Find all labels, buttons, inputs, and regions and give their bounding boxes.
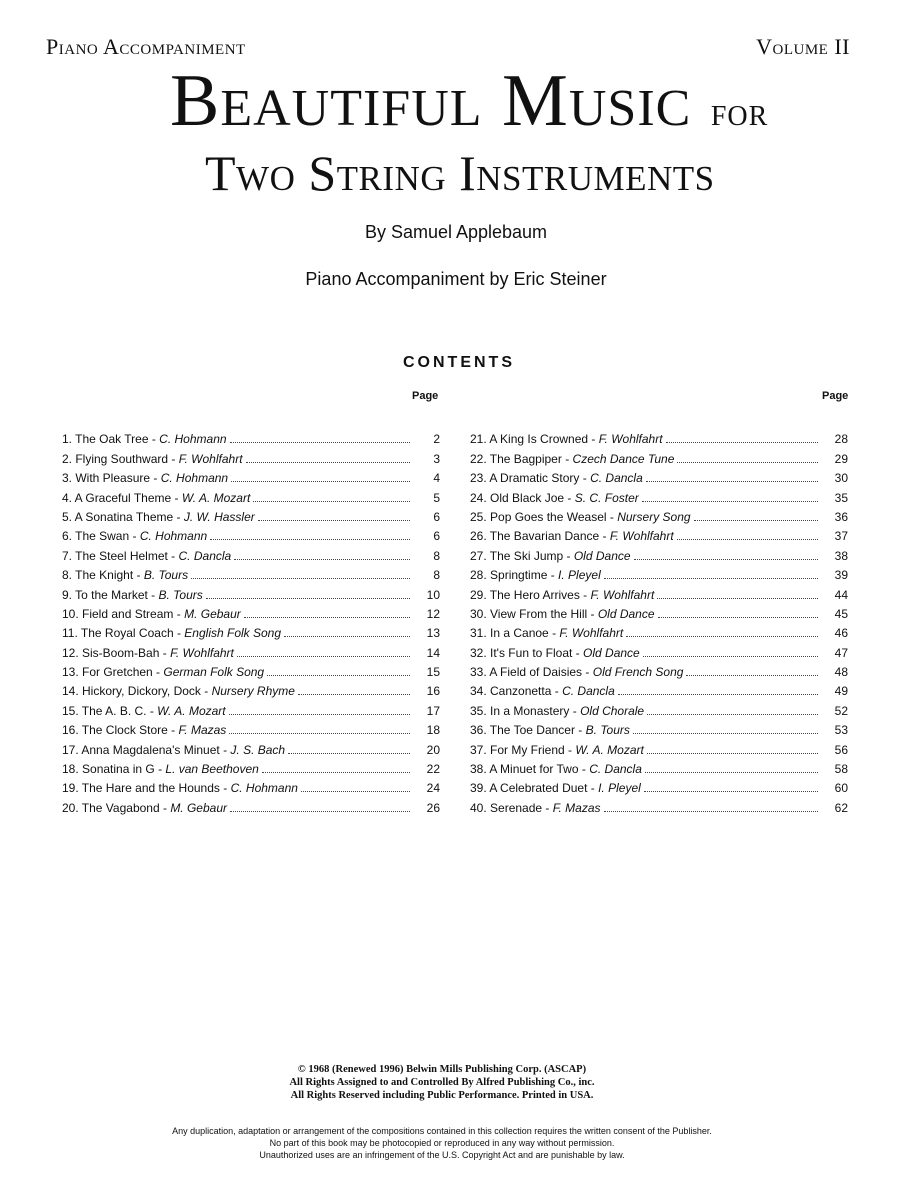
- toc-leader-dots: [262, 771, 410, 773]
- toc-page-number: 3: [433, 451, 440, 466]
- arranger-credit: Piano Accompaniment by Eric Steiner: [305, 269, 607, 289]
- toc-composer: - B. Tours: [148, 588, 203, 602]
- toc-page-number: 58: [834, 762, 848, 777]
- toc-leader-dots: [657, 597, 818, 599]
- title-line-2: Two String Instruments: [205, 145, 715, 201]
- toc-composer: - C. Hohmann: [220, 781, 298, 795]
- toc-entry: [62, 427, 440, 446]
- toc-entry: [62, 485, 440, 504]
- toc-right-column: [470, 427, 848, 815]
- page-column-label-right: Page: [822, 390, 849, 402]
- toc-entry: [470, 698, 848, 717]
- toc-composer: - F. Mazas: [542, 801, 600, 815]
- toc-leader-dots: [284, 635, 410, 637]
- toc-entry: [470, 737, 848, 756]
- toc-leader-dots: [253, 500, 410, 502]
- toc-leader-dots: [298, 693, 410, 695]
- toc-page-number: 30: [834, 471, 848, 486]
- toc-leader-dots: [677, 461, 818, 463]
- toc-entry: [470, 563, 848, 582]
- header-piano-accompaniment: Piano Accompaniment: [46, 34, 246, 59]
- toc-entry: [470, 660, 848, 679]
- toc-title: 37. For My Friend: [470, 742, 565, 757]
- toc-title: 34. Canzonetta: [470, 684, 552, 699]
- toc-entry: [470, 757, 848, 776]
- toc-leader-dots: [647, 752, 818, 754]
- toc-entry: [62, 524, 440, 543]
- toc-page-number: 62: [834, 800, 848, 815]
- toc-composer: - C. Hohmann: [149, 432, 227, 446]
- toc-leader-dots: [234, 558, 410, 560]
- toc-page-number: 6: [433, 529, 440, 544]
- toc-title: 26. The Bavarian Dance: [470, 529, 600, 544]
- legal-line: Any duplication, adaptation or arrangement of the compositions contained in this collection requires the written consent of the Publisher.: [172, 1126, 712, 1136]
- copyright-line: All Rights Reserved including Public Performance. Printed in USA.: [290, 1090, 594, 1101]
- toc-leader-dots: [677, 538, 818, 540]
- toc-composer: - Nursery Song: [607, 510, 691, 524]
- toc-entry: [62, 698, 440, 717]
- toc-composer: - W. A. Mozart: [147, 704, 226, 718]
- toc-entry: [470, 427, 848, 446]
- toc-title: 24. Old Black Joe: [470, 490, 565, 505]
- toc-page-number: 53: [834, 723, 848, 738]
- toc-entry: [470, 505, 848, 524]
- toc-page-number: 56: [834, 742, 848, 757]
- toc-title: 31. In a Canoe: [470, 626, 549, 641]
- toc-composer: - F. Wohlfahrt: [159, 646, 233, 660]
- toc-leader-dots: [604, 810, 818, 812]
- toc-page-number: 39: [834, 568, 848, 583]
- toc-title: 15. The A. B. C.: [62, 703, 147, 718]
- toc-title: 19. The Hare and the Hounds: [62, 781, 220, 796]
- toc-composer: - W. A. Mozart: [171, 491, 250, 505]
- toc-page-number: 12: [426, 606, 440, 621]
- copyright-notice: [0, 1063, 884, 1102]
- toc-title: 39. A Celebrated Duet: [470, 781, 588, 796]
- toc-page-number: 45: [834, 606, 848, 621]
- toc-composer: - F. Wohlfahrt: [580, 588, 654, 602]
- toc-title: 20. The Vagabond: [62, 800, 160, 815]
- legal-line: No part of this book may be photocopied or reproduced in any way without permission.: [269, 1138, 615, 1148]
- toc-composer: - I. Pleyel: [547, 568, 600, 582]
- toc-leader-dots: [658, 616, 818, 618]
- toc-title: 27. The Ski Jump: [470, 548, 564, 563]
- toc-title: 18. Sonatina in G: [62, 762, 155, 777]
- toc-page-number: 22: [426, 762, 440, 777]
- title-for: for: [710, 89, 769, 134]
- toc-composer: - C. Hohmann: [129, 529, 207, 543]
- toc-composer: - Nursery Rhyme: [201, 684, 295, 698]
- toc-entry: [62, 543, 440, 562]
- toc-title: 3. With Pleasure: [62, 471, 151, 486]
- toc-page-number: 29: [834, 451, 848, 466]
- toc-leader-dots: [231, 480, 410, 482]
- toc-composer: - English Folk Song: [174, 626, 281, 640]
- toc-entry: [470, 776, 848, 795]
- toc-leader-dots: [258, 519, 410, 521]
- toc-composer: - Old French Song: [582, 665, 683, 679]
- toc-page-number: 17: [426, 703, 440, 718]
- legal-notice: [0, 1125, 884, 1161]
- author-credit: By Samuel Applebaum: [364, 222, 548, 242]
- toc-page-number: 44: [834, 587, 848, 602]
- toc-title: 8. The Knight: [62, 568, 134, 583]
- toc-title: 11. The Royal Coach: [62, 626, 174, 641]
- toc-entry: [470, 679, 848, 698]
- toc-entry: [470, 582, 848, 601]
- toc-entry: [470, 485, 848, 504]
- toc-leader-dots: [301, 790, 410, 792]
- toc-title: 29. The Hero Arrives: [470, 587, 580, 602]
- toc-leader-dots: [191, 577, 410, 579]
- toc-title: 22. The Bagpiper: [470, 451, 562, 466]
- toc-composer: - B. Tours: [133, 568, 188, 582]
- toc-page-number: 13: [426, 626, 440, 641]
- toc-title: 40. Serenade: [470, 800, 543, 815]
- toc-title: 35. In a Monastery: [470, 703, 570, 718]
- toc-page-number: 16: [426, 684, 440, 699]
- toc-entry: [62, 718, 440, 737]
- toc-composer: - S. C. Foster: [564, 491, 639, 505]
- toc-composer: - Czech Dance Tune: [562, 452, 675, 466]
- toc-entry: [470, 718, 848, 737]
- toc-composer: - C. Dancla: [579, 471, 642, 485]
- title-line-1: [170, 60, 769, 142]
- toc-entry: [470, 446, 848, 465]
- toc-leader-dots: [644, 790, 818, 792]
- toc-page-number: 49: [834, 684, 848, 699]
- toc-entry: [470, 602, 848, 621]
- toc-leader-dots: [618, 693, 818, 695]
- toc-title: 32. It's Fun to Float: [470, 645, 573, 660]
- toc-leader-dots: [229, 732, 410, 734]
- toc-left-column: [62, 427, 440, 815]
- toc-entry: [62, 446, 440, 465]
- title-main: Beautiful Music: [170, 60, 692, 142]
- toc-page-number: 8: [433, 548, 440, 563]
- toc-composer: - F. Wohlfahrt: [549, 626, 623, 640]
- toc-composer: - F. Wohlfahrt: [168, 452, 242, 466]
- toc-page-number: 10: [426, 587, 440, 602]
- toc-title: 9. To the Market: [62, 587, 148, 602]
- toc-leader-dots: [626, 635, 818, 637]
- toc-leader-dots: [643, 655, 818, 657]
- toc-composer: - L. van Beethoven: [155, 762, 259, 776]
- toc-entry: [470, 524, 848, 543]
- toc-leader-dots: [604, 577, 818, 579]
- toc-composer: - Old Dance: [572, 646, 639, 660]
- toc-entry: [470, 543, 848, 562]
- toc-page-number: 47: [834, 645, 848, 660]
- toc-leader-dots: [288, 752, 410, 754]
- toc-page-number: 36: [834, 509, 848, 524]
- toc-leader-dots: [246, 461, 410, 463]
- toc-title: 7. The Steel Helmet: [62, 548, 168, 563]
- toc-entry: [470, 466, 848, 485]
- toc-title: 13. For Gretchen: [62, 665, 153, 680]
- toc-title: 2. Flying Southward: [62, 451, 169, 466]
- toc-leader-dots: [230, 810, 410, 812]
- toc-title: 23. A Dramatic Story: [470, 471, 580, 486]
- toc-composer: - Old Dance: [587, 607, 654, 621]
- toc-leader-dots: [230, 441, 410, 443]
- toc-title: 16. The Clock Store: [62, 723, 168, 738]
- toc-entry: [62, 757, 440, 776]
- toc-composer: - M. Gebaur: [173, 607, 240, 621]
- toc-composer: - I. Pleyel: [587, 781, 640, 795]
- toc-leader-dots: [633, 732, 818, 734]
- toc-page-number: 52: [834, 703, 848, 718]
- toc-composer: - C. Dancla: [551, 684, 614, 698]
- toc-title: 12. Sis-Boom-Bah: [62, 645, 160, 660]
- toc-leader-dots: [686, 674, 818, 676]
- toc-title: 6. The Swan: [62, 529, 130, 544]
- toc-title: 38. A Minuet for Two: [470, 762, 579, 777]
- toc-entry: [62, 640, 440, 659]
- toc-leader-dots: [642, 500, 818, 502]
- toc-page-number: 20: [426, 742, 440, 757]
- toc-page-number: 46: [834, 626, 848, 641]
- toc-composer: - M. Gebaur: [160, 801, 227, 815]
- toc-leader-dots: [646, 480, 818, 482]
- toc-page-number: 8: [433, 568, 440, 583]
- toc-entry: [470, 640, 848, 659]
- toc-page-number: 38: [834, 548, 848, 563]
- toc-page-number: 28: [834, 432, 848, 447]
- toc-title: 17. Anna Magdalena's Minuet: [62, 742, 220, 757]
- toc-title: 21. A King Is Crowned: [470, 432, 589, 447]
- toc-entry: [62, 737, 440, 756]
- toc-leader-dots: [694, 519, 818, 521]
- copyright-line: All Rights Assigned to and Controlled By Alfred Publishing Co., inc.: [289, 1077, 595, 1088]
- toc-leader-dots: [666, 441, 818, 443]
- toc-page-number: 37: [834, 529, 848, 544]
- toc-leader-dots: [267, 674, 410, 676]
- toc-entry: [62, 795, 440, 814]
- page-column-label-left: Page: [412, 390, 439, 402]
- toc-title: 1. The Oak Tree: [62, 432, 149, 447]
- toc-page-number: 15: [426, 665, 440, 680]
- toc-entry: [470, 795, 848, 814]
- toc-composer: - German Folk Song: [153, 665, 264, 679]
- legal-line: Unauthorized uses are an infringement of the U.S. Copyright Act and are punishable by law.: [259, 1150, 625, 1160]
- contents-heading: CONTENTS: [403, 354, 515, 371]
- toc-leader-dots: [645, 771, 818, 773]
- copyright-line: © 1968 (Renewed 1996) Belwin Mills Publishing Corp. (ASCAP): [297, 1064, 587, 1075]
- toc-leader-dots: [634, 558, 818, 560]
- toc-composer: - C. Dancla: [168, 549, 231, 563]
- toc-entry: [470, 621, 848, 640]
- toc-title: 28. Springtime: [470, 568, 548, 583]
- toc-page-number: 48: [834, 665, 848, 680]
- toc-title: 25. Pop Goes the Weasel: [470, 509, 607, 524]
- toc-page-number: 60: [834, 781, 848, 796]
- toc-page-number: 4: [433, 471, 440, 486]
- toc-title: 4. A Graceful Theme: [62, 490, 172, 505]
- toc-page-number: 5: [433, 490, 440, 505]
- toc-composer: - B. Tours: [575, 723, 630, 737]
- toc-composer: - Old Dance: [563, 549, 630, 563]
- toc-page-number: 14: [426, 645, 440, 660]
- toc-entry: [62, 602, 440, 621]
- toc-title: 10. Field and Stream: [62, 606, 174, 621]
- toc-title: 33. A Field of Daisies: [470, 665, 583, 680]
- toc-entry: [62, 679, 440, 698]
- toc-title: 14. Hickory, Dickory, Dock: [62, 684, 201, 699]
- toc-entry: [62, 621, 440, 640]
- toc-title: 36. The Toe Dancer: [470, 723, 575, 738]
- toc-entry: [62, 582, 440, 601]
- toc-page-number: 18: [426, 723, 440, 738]
- toc-composer: - J. W. Hassler: [173, 510, 255, 524]
- toc-composer: - C. Hohmann: [150, 471, 228, 485]
- toc-composer: - F. Wohlfahrt: [599, 529, 673, 543]
- toc-page-number: 35: [834, 490, 848, 505]
- toc-composer: - Old Chorale: [569, 704, 644, 718]
- toc-leader-dots: [647, 713, 818, 715]
- toc-entry: [62, 776, 440, 795]
- toc-leader-dots: [237, 655, 410, 657]
- toc-composer: - W. A. Mozart: [565, 743, 644, 757]
- toc-page-number: 2: [433, 432, 440, 447]
- toc-title: 5. A Sonatina Theme: [62, 509, 174, 524]
- toc-leader-dots: [206, 597, 410, 599]
- toc-page-number: 24: [426, 781, 440, 796]
- toc-title: 30. View From the Hill: [470, 606, 588, 621]
- toc-composer: - F. Wohlfahrt: [588, 432, 662, 446]
- toc-composer: - C. Dancla: [579, 762, 642, 776]
- toc-leader-dots: [229, 713, 410, 715]
- toc-entry: [62, 466, 440, 485]
- toc-composer: - F. Mazas: [168, 723, 226, 737]
- toc-page-number: 26: [426, 800, 440, 815]
- toc-composer: - J. S. Bach: [220, 743, 285, 757]
- toc-leader-dots: [244, 616, 410, 618]
- toc-entry: [62, 660, 440, 679]
- toc-entry: [62, 505, 440, 524]
- toc-page-number: 6: [433, 509, 440, 524]
- toc-leader-dots: [210, 538, 410, 540]
- header-volume: Volume II: [756, 34, 850, 59]
- toc-entry: [62, 563, 440, 582]
